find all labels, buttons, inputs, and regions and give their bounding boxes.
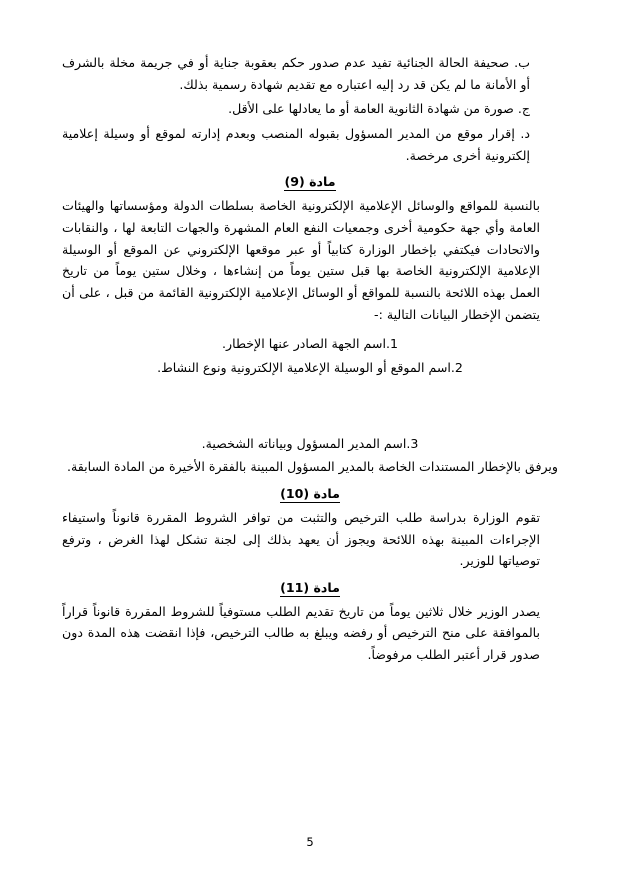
blank-space [62,381,558,433]
paragraph-clause-c: ج. صورة من شهادة الثانوية العامة أو ما يعادلها على الأقل. [228,101,530,117]
article-9-heading [62,174,558,189]
article-10-heading-label: مادة (10) [280,485,340,501]
article-10-heading [62,486,558,501]
paragraph-article-9-body: بالنسبة للمواقع والوسائل الإعلامية الإلكترونية الخاصة بسلطات الدولة ومؤسساتها والهيئات العامة وأي جهة حكومية أخرى وجمعيات النفع العام المشهرة والجهات التابعة لها ، والنقابات والاتحادات فيكتفي بإخطار الوزارة كتابياً أو عبر موقعها الإلكتروني عن الموقع أو الوسيلة الإعلامية الإلكترونية الخاصة بها قبل ستين يوماً من إنشاءها ، وخلال ستين يوماً من تاريخ العمل بهذه اللائحة بالنسبة للمواقع أو الوسائل الإعلامية الإلكترونية القائمة من قبل ، على أن يتضمن الإخطار البيانات التالية :- [62,198,540,322]
article-11-heading-label: مادة (11) [280,579,340,595]
article-9-heading-label: مادة (9) [284,174,336,190]
paragraph-clause-b: ب. صحيفة الحالة الجنائية تفيد عدم صدور حكم بعقوبة جناية أو في جريمة مخلة بالشرف أو الأمانة ما لم يكن قد رد إليه اعتباره مع تقديم شهادة رسمية بذلك. [62,55,530,92]
page-number: 5 [306,835,314,849]
list-item-article-9-1: 1.اسم الجهة الصادر عنها الإخطار. [222,336,398,352]
paragraph-article-9-closing: ويرفق بالإخطار المستندات الخاصة بالمدير المسؤول المبينة بالفقرة الأخيرة من المادة السابقة. [66,459,558,475]
article-11-heading [62,580,558,595]
paragraph-clause-d: د. إقرار موقع من المدير المسؤول بقبوله المنصب وبعدم إدارته لموقع أو وسيلة إعلامية إلكترونية أخرى مرخصة. [62,125,530,163]
list-item-article-9-2: 2.اسم الموقع أو الوسيلة الإعلامية الإلكترونية ونوع النشاط. [157,359,463,375]
list-item-article-9-3: 3.اسم المدير المسؤول وبياناته الشخصية. [201,435,419,451]
document-body [62,52,558,666]
paragraph-article-10-body: تقوم الوزارة بدراسة طلب الترخيص والتثبت من توافر الشروط المقررة قانوناً واستيفاء الإجراءات المبينة بهذه اللائحة ويجوز أن يعهد بذلك إلى لجنة تشكل لهذا الغرض ، وترفع توصياتها للوزير. [62,509,540,569]
paragraph-article-11-body: يصدر الوزير خلال ثلاثين يوماً من تاريخ تقديم الطلب مستوفياً للشروط المقررة قانوناً قراراً بالموافقة على منح الترخيص أو رفضه ويبلغ به طالب الترخيص، فإذا انقضت هذه المدة دون صدور قرار أعتبر الطلب مرفوضاً. [62,603,540,663]
